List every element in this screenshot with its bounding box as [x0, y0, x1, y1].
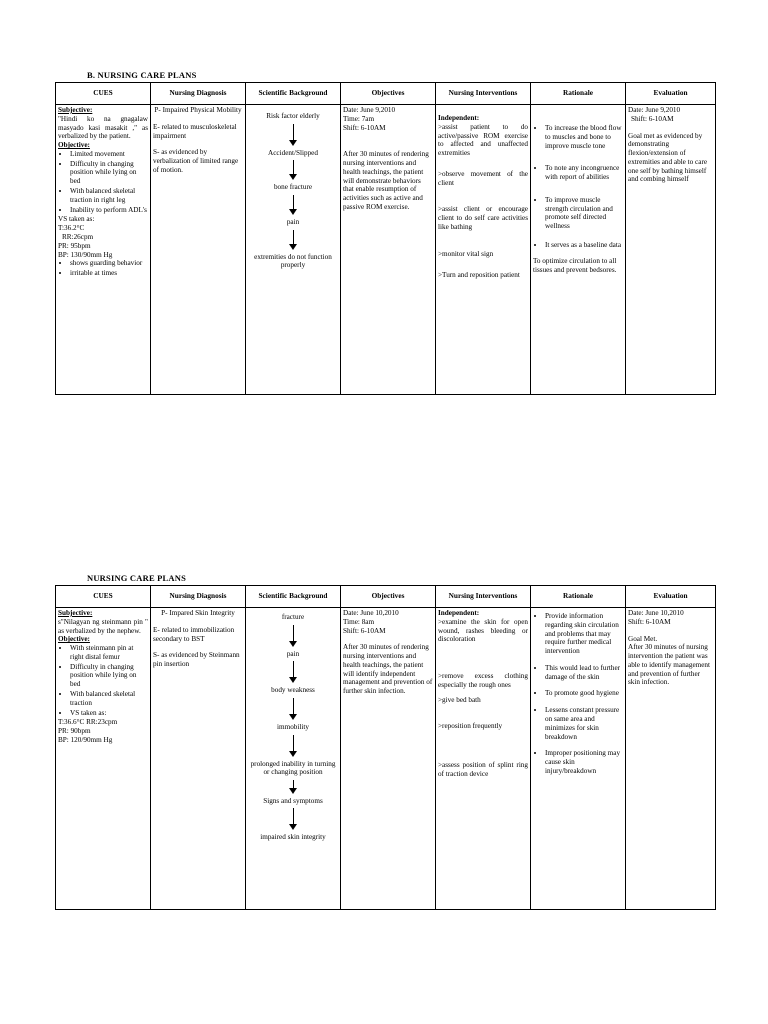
down-arrow-icon	[288, 230, 298, 250]
diagnosis-signs: S- as evidenced by verbalization of limited range of motion.	[153, 148, 239, 174]
vital-pr: PR: 90bpm	[58, 727, 91, 736]
intervention-item: >monitor vital sign	[438, 249, 494, 258]
flow-node: pain	[286, 217, 300, 226]
plan-title: B. NURSING CARE PLANS	[87, 70, 197, 80]
interventions-cell	[436, 608, 531, 910]
down-arrow-icon	[288, 195, 298, 215]
background-cell	[246, 608, 341, 910]
other-cues-list	[58, 259, 148, 278]
objective-text: After 30 minutes of rendering nursing interventions and health teachings, the patient will identify independent management and prevention of further skin infection.	[343, 643, 433, 696]
flow-node: pain	[286, 649, 300, 658]
evaluation-cell	[626, 608, 716, 910]
diagnosis-etiology: E- related to immobilization secondary to BST	[153, 625, 235, 643]
list-item: • To improve muscle strength circulation and promote self directed wellness	[545, 196, 623, 231]
header-row	[56, 83, 716, 105]
list-item: • With steinmann pin at right distal femur	[70, 644, 148, 662]
header-background: Scientific Background	[246, 83, 341, 105]
objective-shift: Shift: 6-10AM	[343, 123, 386, 132]
list-item: • shows guarding behavior	[70, 259, 148, 268]
cues-cell	[56, 608, 151, 910]
rationale-cell	[531, 105, 626, 395]
diagnosis-problem: P- Impared Skin Integrity	[161, 609, 235, 617]
down-arrow-icon	[288, 735, 298, 757]
flow-node: impaired skin integrity	[260, 833, 326, 842]
diagnosis-etiology: E- related to musculoskeletal impairment	[153, 122, 237, 140]
list-item: • To increase the blood flow to muscles and bone to improve muscle tone	[545, 124, 623, 150]
evaluation-text: After 30 minutes of nursing intervention the patient was able to identify management and prevention of further skin infection.	[628, 643, 711, 687]
objectives-cell	[341, 105, 436, 395]
header-row	[56, 586, 716, 608]
objective-list	[58, 150, 148, 214]
list-item: • Difficulty in changing position while lying on bed	[70, 663, 148, 689]
list-item: • With balanced skeletal traction in right leg	[70, 187, 148, 205]
header-cues: CUES	[56, 586, 151, 608]
objective-time: Time: 7am	[343, 114, 375, 123]
objective-time: Time: 8am	[343, 617, 375, 626]
objectives-cell	[341, 608, 436, 910]
intervention-item: >examine the skin for open wound, rashes bleeding or discoloration	[438, 617, 528, 644]
flow-node: Signs and symptoms	[263, 796, 323, 805]
evaluation-text: Goal met as evidenced by demonstrating flexion/extension of extremities and able to care one self by bathing himself and combing himself	[628, 131, 708, 184]
flow-node: extremities do not function properly	[254, 252, 332, 270]
flow-node: prolonged inability in turning or changing position	[250, 759, 336, 777]
header-cues: CUES	[56, 83, 151, 105]
evaluation-date: Date: June 9,2010	[628, 106, 681, 114]
header-background: Scientific Background	[246, 586, 341, 608]
list-item: • VS taken as:	[70, 709, 148, 718]
plan-title: NURSING CARE PLANS	[87, 573, 187, 583]
vital-rr: RR:26cpm	[62, 232, 94, 241]
diagnosis-cell	[151, 608, 246, 910]
vs-label: VS taken as:	[58, 215, 95, 224]
pathophysiology-flow	[248, 609, 338, 842]
list-item: • Inability to perform ADL's	[70, 206, 148, 215]
vital-temp: T:36.2°C	[58, 224, 85, 233]
down-arrow-icon	[288, 698, 298, 720]
intervention-item: >observe movement of the client	[438, 169, 528, 187]
evaluation-cell	[626, 105, 716, 395]
objective-label: Objective:	[58, 635, 90, 644]
down-arrow-icon	[288, 124, 298, 146]
vital-pr: PR: 95bpm	[58, 241, 91, 250]
list-item: • Provide information regarding skin circulation and problems that may require further medical intervention	[545, 612, 623, 656]
header-diagnosis: Nursing Diagnosis	[151, 586, 246, 608]
list-item: • Limited movement	[70, 150, 148, 159]
objective-list	[58, 644, 148, 717]
rationale-last: To optimize circulation to all tissues and prevent bedsores.	[533, 256, 617, 274]
vital-bp: BP: 120/90mm Hg	[58, 735, 113, 744]
flow-node: Accident/Slipped	[268, 148, 318, 157]
evaluation-shift: Shift: 6-10AM	[628, 617, 671, 626]
flow-node: Risk factor elderly	[266, 112, 320, 120]
intervention-item: >assist patient to do active/passive ROM exercise to affected and unaffected extremities	[438, 122, 528, 158]
background-cell	[246, 105, 341, 395]
header-diagnosis: Nursing Diagnosis	[151, 83, 246, 105]
intervention-item: >assess position of splint ring of traction device	[438, 761, 528, 779]
list-item: • Difficulty in changing position while lying on bed	[70, 160, 148, 186]
down-arrow-icon	[288, 780, 298, 794]
down-arrow-icon	[288, 661, 298, 683]
objective-text: After 30 minutes of rendering nursing interventions and health teachings, the patient will demonstrate behaviors that enable resumption of activities such as active and passive ROM exercise.	[343, 150, 429, 212]
diagnosis-signs: S- as evidenced by Steinmann pin insertion	[153, 651, 240, 669]
objective-shift: Shift: 6-10AM	[343, 626, 386, 635]
list-item: • Lessens constant pressure on same area and minimizes for skin breakdown	[545, 706, 623, 741]
interventions-label: Independent:	[438, 609, 480, 617]
header-objectives: Objectives	[341, 586, 436, 608]
flow-node: immobility	[277, 722, 309, 731]
list-item: • To promote good hygiene	[545, 689, 623, 698]
vital-bp: BP: 130/90mm Hg	[58, 250, 113, 259]
objective-date: Date: June 9,2010	[343, 106, 396, 114]
list-item: • This would lead to further damage of the skin	[545, 664, 623, 682]
evaluation-shift: Shift: 6-10AM	[631, 114, 674, 123]
intervention-item: >assist client or encourage client to do self care activities like bathing	[438, 205, 528, 232]
down-arrow-icon	[288, 808, 298, 830]
subjective-label: Subjective:	[58, 609, 93, 617]
flow-node: body weakness	[271, 686, 315, 695]
diagnosis-problem: P- Impaired Physical Mobility	[154, 106, 242, 114]
header-interventions: Nursing Interventions	[436, 83, 531, 105]
header-objectives: Objectives	[341, 83, 436, 105]
vital-temp-rr: T:36.6°C RR:23cpm	[58, 718, 118, 727]
list-item: • With balanced skeletal traction	[70, 690, 148, 708]
evaluation-goal: Goal Met.	[628, 634, 658, 643]
subjective-text: "Hindi ko na gnagalaw masyado kasi masakit ," as verbalized by the patient.	[58, 114, 148, 141]
list-item: • Improper positioning may cause skin injury/breakdown	[545, 749, 623, 775]
header-interventions: Nursing Interventions	[436, 586, 531, 608]
pathophysiology-flow	[248, 106, 338, 270]
rationale-list	[533, 612, 623, 776]
objective-date: Date: June 10,2010	[343, 609, 399, 617]
rationale-cell	[531, 608, 626, 910]
interventions-cell	[436, 105, 531, 395]
subjective-label: Subjective:	[58, 106, 93, 114]
header-rationale: Rationale	[531, 83, 626, 105]
cues-cell	[56, 105, 151, 395]
diagnosis-cell	[151, 105, 246, 395]
list-item: • To note any incongruence with report of abilities	[545, 164, 623, 182]
header-evaluation: Evaluation	[626, 586, 716, 608]
content-row	[56, 608, 716, 910]
list-item: • irritable at times	[70, 269, 148, 278]
header-rationale: Rationale	[531, 586, 626, 608]
flow-node: bone fracture	[273, 183, 313, 192]
intervention-item: >give bed bath	[438, 695, 481, 704]
content-row	[56, 105, 716, 395]
care-plan-table	[55, 82, 716, 395]
down-arrow-icon	[288, 625, 298, 647]
rationale-list	[533, 124, 623, 250]
header-evaluation: Evaluation	[626, 83, 716, 105]
intervention-item: >remove excess clothing especially the rough ones	[438, 672, 528, 689]
intervention-item: >reposition frequently	[438, 722, 503, 731]
evaluation-date: Date: June 10,2010	[628, 609, 684, 617]
care-plan-table	[55, 585, 716, 910]
intervention-item: >Turn and reposition patient	[438, 270, 520, 279]
list-item: • It serves as a baseline data	[545, 241, 623, 250]
interventions-label: Independent:	[438, 114, 480, 122]
down-arrow-icon	[288, 160, 298, 180]
flow-node: fracture	[281, 613, 305, 621]
subjective-text: s"Nilagyan ng steinmann pin " as verbalized by the nephew.	[58, 617, 148, 635]
objective-label: Objective:	[58, 141, 90, 150]
